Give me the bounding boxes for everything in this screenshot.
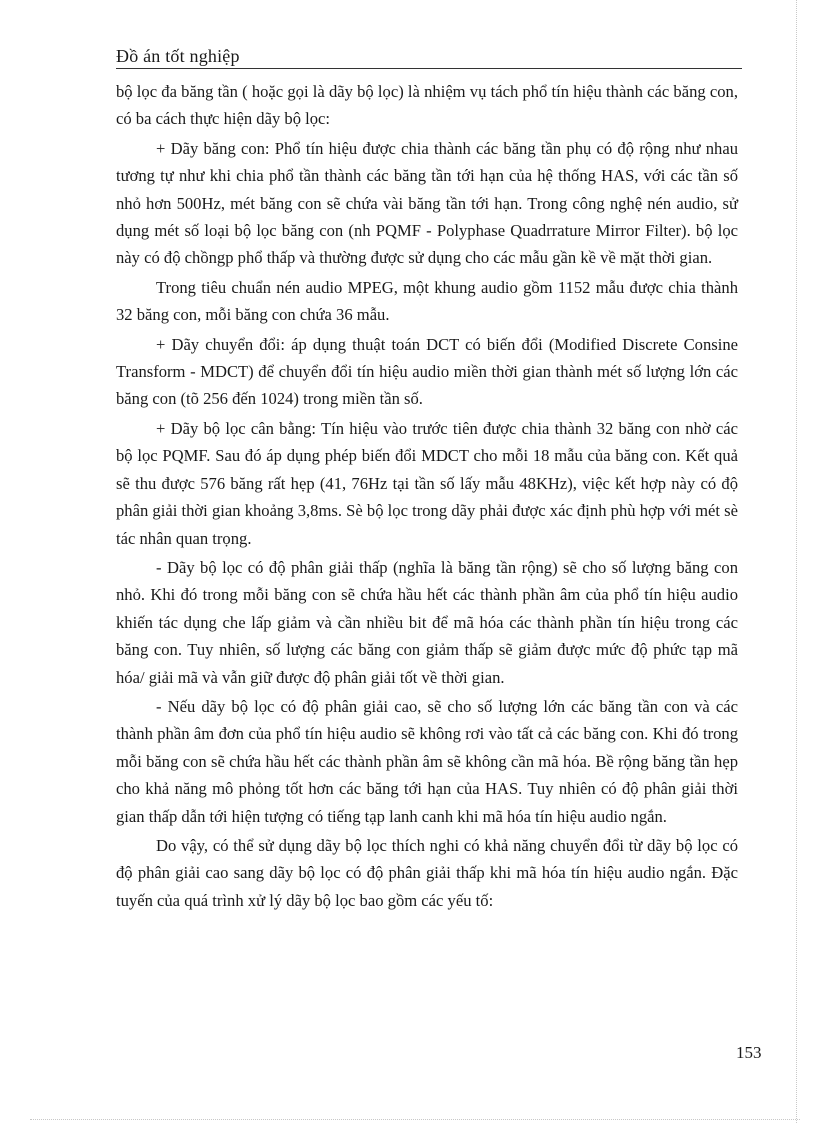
paragraph: Trong tiêu chuẩn nén audio MPEG, một khung audio gồm 1152 mẫu được chia thành 32 băng con, mỗi băng con chứa 36 mẫu.	[116, 277, 738, 325]
paragraph: + Dãy chuyển đổi: áp dụng thuật toán DCT có biến đổi (Modified Discrete Consine Transform - MDCT) để chuyển đổi tín hiệu audio miền thời gian thành mét số lượng lớn các băng con (tõ 256 đến 1024) trong miền tần số.	[116, 334, 738, 409]
paragraph: bộ lọc đa băng tần ( hoặc gọi là dãy bộ lọc) là nhiệm vụ tách phổ tín hiệu thành các băng con, có ba cách thực hiện dãy bộ lọc:	[116, 82, 738, 129]
paragraph: + Dãy bộ lọc cân bằng: Tín hiệu vào trước tiên được chia thành 32 băng con nhờ các bộ lọc PQMF. Sau đó áp dụng phép biến đổi MDCT cho mỗi 18 mẫu của băng con. Kết quả sẽ thu được 576 băng rất hẹp (41, 76Hz tại tần số lấy mẫu 48KHz), việc kết hợp này có độ phân giải thời gian khoảng 3,8ms. Sè bộ lọc trong dãy phải được xác định phù hợp với mét sè tác nhân quan trọng.	[116, 418, 738, 548]
paragraph: - Dãy bộ lọc có độ phân giải thấp (nghĩa là băng tần rộng) sẽ cho số lượng băng con nhỏ. Khi đó trong mỗi băng con sẽ chứa hầu hết các thành phần âm của phổ tín hiệu audio khiến tác dụng che lấp giảm và cần nhiều bit để mã hóa các thành phần tín hiệu trong các băng con. Tuy nhiên, số lượng các băng con giảm thấp sẽ giảm được mức độ phức tạp mã hóa/ giải mã và vẫn giữ được độ phân giải tốt về thời gian.	[116, 557, 738, 687]
page-border-dotted-bottom	[30, 1119, 800, 1120]
page-border-dotted-right	[796, 0, 797, 1123]
document-body	[116, 78, 738, 914]
paragraph: Do vậy, có thể sử dụng dãy bộ lọc thích nghi có khả năng chuyển đổi từ dãy bộ lọc có độ phân giải cao sang dãy bộ lọc có độ phân giải thấp khi mã hóa tín hiệu audio ngắn. Đặc tuyến của quá trình xử lý dãy bộ lọc bao gồm các yếu tố:	[116, 835, 738, 910]
page-header-title: Đồ án tốt nghiệp	[116, 46, 240, 66]
page-number: 153	[736, 1043, 762, 1062]
paragraph: + Dãy băng con: Phổ tín hiệu được chia thành các băng tần phụ có độ rộng như nhau tương tự như khi chia phổ tần thành các băng tần tới hạn của hệ thống HAS, với các tần số nhỏ hơn 500Hz, mét băng con sẽ chứa vài băng tần tới hạn. Trong công nghệ nén audio, sử dụng mét số loại bộ lọc băng con (nh PQMF - Polyphase Quadrrature Mirror Filter). bộ lọc này có độ chồngp phổ thấp và thường được sử dụng cho các mẫu gần kề về mặt thời gian.	[116, 138, 738, 268]
header-rule	[116, 68, 742, 69]
paragraph: - Nếu dãy bộ lọc có độ phân giải cao, sẽ cho số lượng lớn các băng tần con và các thành phần âm đơn của phổ tín hiệu audio sẽ không rơi vào tất cả các băng con. Khi đó trong mỗi băng con sẽ chứa hầu hết các thành phần âm sẽ không cần mã hóa. Bề rộng băng tần hẹp cho khả năng mô phỏng tốt hơn các băng tới hạn của HAS. Tuy nhiên có độ phân giải thời gian thấp dẫn tới hiện tượng có tiếng tạp lanh canh khi mã hóa tín hiệu audio ngắn.	[116, 696, 738, 826]
